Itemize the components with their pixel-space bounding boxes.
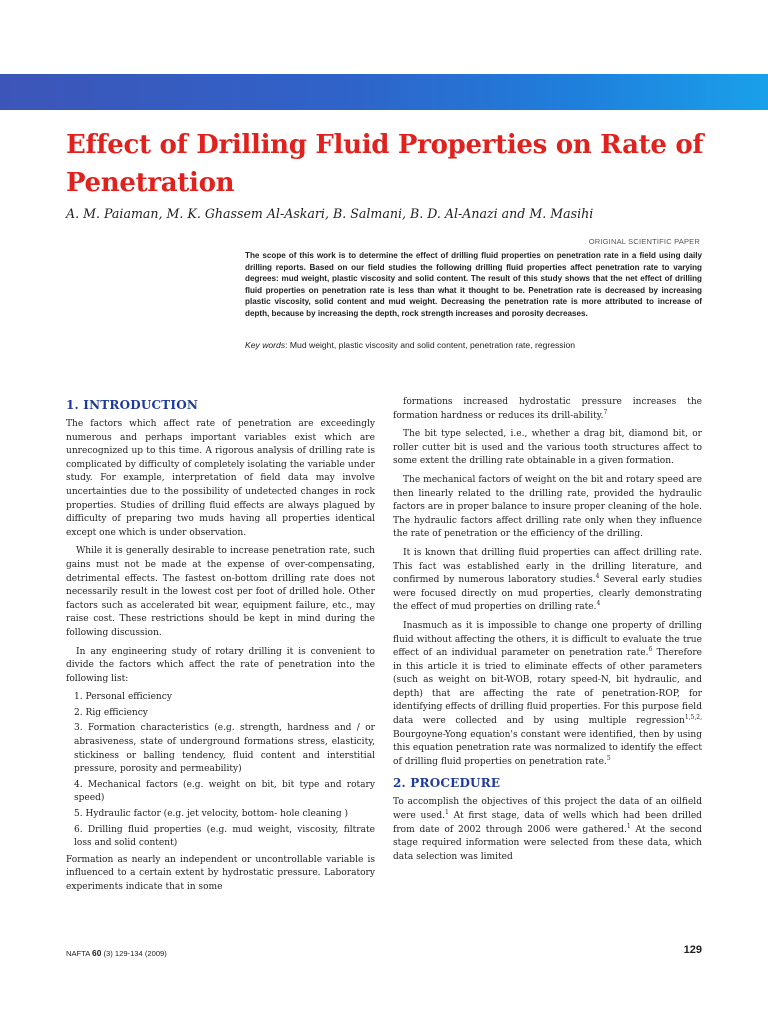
paragraph: To accomplish the objectives of this project the data of an oilfield were used.$^1$ At first stage, data of wells which had been drilled from date of 2002 through 2006 were gathered.$^1$ At the second stage required information were selected from these data, which data selection was limited xyxy=(393,797,702,862)
citation-ref: 1 xyxy=(626,822,631,830)
keywords xyxy=(245,340,715,350)
list-item: 1. Personal efficiency xyxy=(74,692,172,703)
section-heading-introduction: 1. INTRODUCTION xyxy=(66,398,199,412)
paragraph: The factors which affect rate of penetration are exceedingly numerous and perhaps important variables exist which are unrecognized up to this time. A rigorous analysis of drilling rate is complicated by difficulty of completely isolating the variable under study. For example, interpretation of field data may involve uncertainties due to the possibility of undetected changes in rock properties. Studies of drilling fluid effects are always plagued by difficulty of preparing two muds having all properties identical except one which is under observation. xyxy=(66,419,375,538)
paragraph: Inasmuch as it is impossible to change one property of drilling fluid without affecting the others, it is difficult to evaluate the true effect of an individual parameter on penetration rate.$^6$ Therefore in this article it is tried to eliminate effects of other parameters (such as weight on bit-WOB, rotary speed-N, bit hydraulic, and depth) that are affecting the rate of penetration-ROP, for identifying effects of drilling fluid properties. For this purpose field data were collected and by using multiple regression$^{1,5,2,}$ Bourgoyne-Yong equation's constant were identified, then by using this equation penetration rate was normalized to identify the effect of drilling fluid properties on penetration rate.$^5$ xyxy=(393,620,702,767)
factor-list xyxy=(66,691,375,851)
list-item: 5. Hydraulic factor (e.g. jet velocity, bottom- hole cleaning ) xyxy=(74,809,349,820)
paragraph: While it is generally desirable to increase penetration rate, such gains must not be made at the expense of over-compensating, detrimental effects. The fastest on-bottom drilling rate does not necessarily result in the lowest cost per foot of drilled hole. Other factors such as accelerated bit wear, equipment failure, etc., may raise cost. These restrictions should be kept in mind during the following discussion. xyxy=(66,546,375,638)
keywords-label: Key words xyxy=(245,340,286,350)
author-list: A. M. Paiaman, M. K. Ghassem Al-Askari, B. Salmani, B. D. Al-Anazi and M. Masihi xyxy=(66,206,594,221)
paragraph: formations increased hydrostatic pressure increases the formation hardness or reduces its drill-ability.$^7$ xyxy=(393,397,702,421)
paragraph: It is known that drilling fluid properties can affect drilling rate. This fact was established early in the drilling literature, and confirmed by numerous laboratory studies.$^4$ Several early studies were focused directly on mud properties, clearly demonstrating the effect of mud properties on drilling rate.$^4$ xyxy=(393,547,703,613)
citation-ref: 4 xyxy=(595,573,600,581)
keywords-text: : Mud weight, plastic viscosity and solid content, penetration rate, regression xyxy=(285,340,576,350)
paragraph: The mechanical factors of weight on the bit and rotary speed are then linearly related to the drilling rate, provided the hydraulic factors are in proper balance to insure proper cleaning of the hole. The hydraulic factors affect drilling rate only when they influence the rate of penetration or the efficiency of the drilling. xyxy=(393,474,702,540)
citation-ref: 1,5,2, xyxy=(684,714,702,722)
journal-volume: 60 xyxy=(92,948,102,958)
citation-ref: 7 xyxy=(603,408,608,416)
article-title: Effect of Drilling Fluid Properties on Rate of Penetration xyxy=(66,130,704,198)
citation-ref: 6 xyxy=(648,646,653,654)
journal-header-bar xyxy=(0,74,768,110)
journal-issue-pages: (3) 129-134 (2009) xyxy=(101,949,167,958)
list-item: 2. Rig efficiency xyxy=(74,707,148,718)
list-item: 4. Mechanical factors (e.g. weight on bit, bit type and rotary speed) xyxy=(74,779,375,804)
journal-name: NAFTA xyxy=(66,949,90,958)
citation-ref: 5 xyxy=(606,754,611,762)
page-number: 129 xyxy=(683,944,702,956)
section-heading-procedure: 2. PROCEDURE xyxy=(393,776,501,791)
abstract: The scope of this work is to determine the effect of drilling fluid properties on penetration rate in a field using daily drilling reports. Based on our field studies the following drilling fluid properties affect penetration rate to varying degrees: mud weight, plastic viscosity and solid content. The result of this study shows that the net effect of drilling fluid properties on penetration rate is less than what it thought to be. Penetration rate is decreased by increasing plastic viscosity, solid content and mud weight. Decreasing the penetration rate is more attributed to increase of depth, because by increasing the depth, rock strength increases and porosity decreases. xyxy=(245,251,702,318)
citation-ref: 1 xyxy=(445,809,449,817)
paper-type-label: ORIGINAL SCIENTIFIC PAPER xyxy=(588,237,700,246)
paragraph: The bit type selected, i.e., whether a drag bit, diamond bit, or roller cutter bit is used and the various tooth structures affect to some extent the drilling rate obtainable in a given formation. xyxy=(393,429,702,467)
paragraph: Formation as nearly an independent or uncontrollable variable is influenced to a certain extent by hydrostatic pressure. Laboratory experiments indicate that in some xyxy=(66,854,375,892)
paragraph: In any engineering study of rotary drilling it is convenient to divide the factors which affect the rate of penetration into the following list: xyxy=(66,646,375,684)
list-item: 6. Drilling fluid properties (e.g. mud weight, viscosity, filtrate loss and solid content) xyxy=(74,824,375,849)
top-margin xyxy=(0,0,768,74)
journal-citation xyxy=(66,948,167,958)
citation-ref: 4 xyxy=(596,600,601,608)
left-column xyxy=(66,396,375,900)
list-item: 3. Formation characteristics (e.g. strength, hardness and / or abrasiveness, state of underground formations stress, elasticity, stickiness or balling tendency, fluid content and interstitial pressure, porosity and permeability) xyxy=(74,723,375,775)
right-column xyxy=(393,396,702,869)
